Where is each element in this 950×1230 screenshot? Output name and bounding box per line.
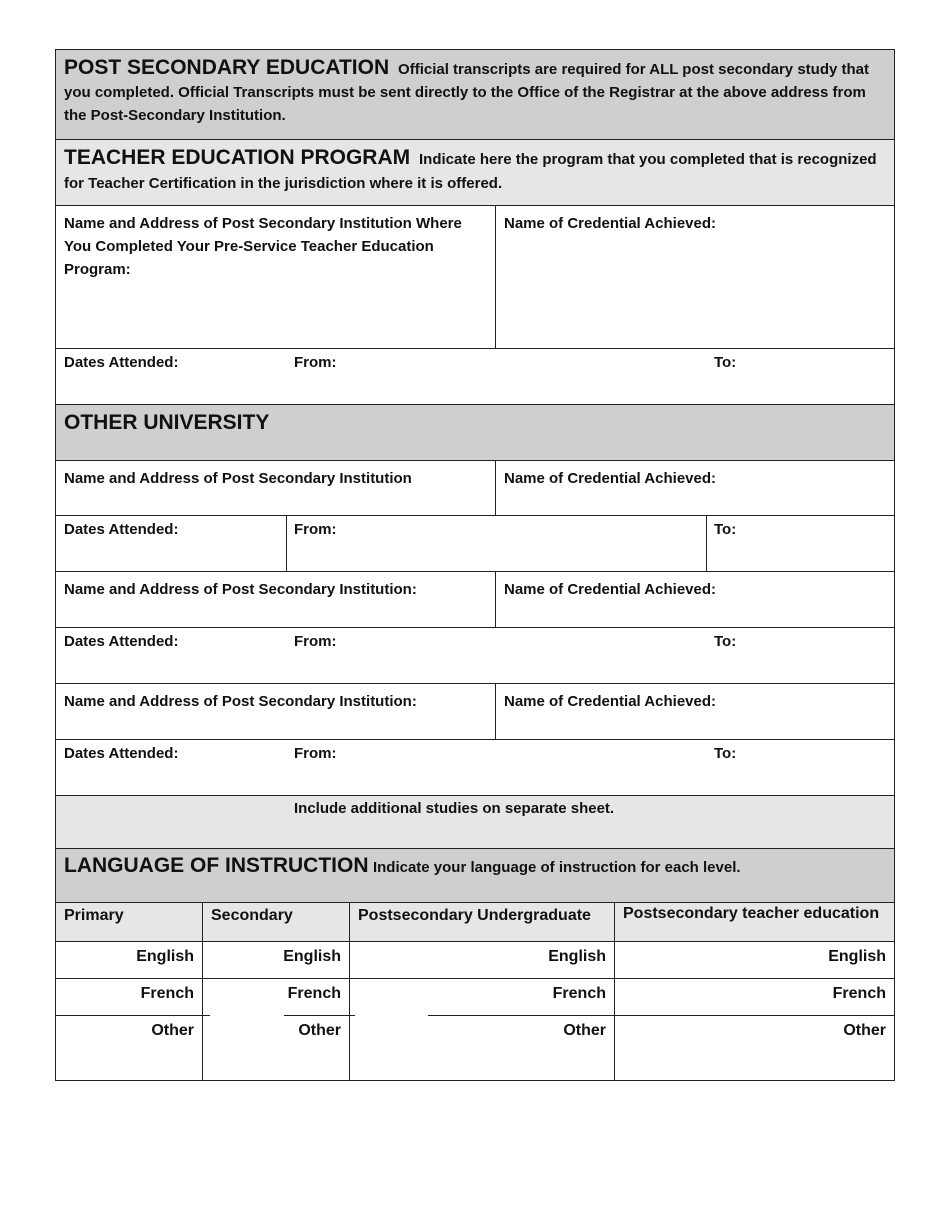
language-columns-row <box>56 903 894 942</box>
col-primary-label: Primary <box>64 907 124 924</box>
teacher-from-label: From: <box>294 354 337 371</box>
undergrad-english-option[interactable]: English <box>350 942 615 978</box>
teacher-institution-field[interactable] <box>56 206 496 348</box>
additional-studies-row <box>56 796 894 849</box>
other-2-credential-field[interactable] <box>496 572 894 627</box>
language-title: LANGUAGE OF INSTRUCTION <box>64 854 369 877</box>
secondary-other-option[interactable]: Other <box>203 1016 350 1080</box>
language-french-row <box>56 979 894 1016</box>
teacher-ed-english-option[interactable]: English <box>828 948 886 965</box>
other-1-to-label: To: <box>714 521 737 538</box>
primary-english-option[interactable]: English <box>56 942 203 978</box>
post-secondary-header <box>56 50 894 140</box>
col-primary-header <box>56 903 203 941</box>
other-1-credential-field[interactable] <box>496 461 894 515</box>
other-entry-2-institution-row <box>56 572 894 628</box>
other-3-credential-label: Name of Credential Achieved: <box>504 693 716 710</box>
other-1-from-field[interactable] <box>287 516 707 571</box>
teacher-ed-french-option[interactable]: French <box>832 985 886 1002</box>
other-entry-2-dates-row[interactable] <box>56 628 894 684</box>
post-secondary-note: Official transcripts are required for ALL post secondary study that you completed. Official Transcripts must be sent directly to the Office of the Registrar at the above address from the Post-Secondary Institution. <box>64 61 869 124</box>
additional-studies-note: Include additional studies on separate sheet. <box>294 800 615 817</box>
col-teacher-ed-label: Postsecondary teacher education <box>623 905 880 922</box>
other-2-institution-field[interactable] <box>56 572 496 627</box>
teacher-program-header <box>56 140 894 206</box>
education-form <box>55 49 895 1081</box>
col-secondary-label: Secondary <box>211 907 293 924</box>
teacher-institution-label: Name and Address of Post Secondary Institution Where You Completed Your Pre-Service Teacher Education Program: <box>64 215 462 278</box>
col-undergrad-header <box>350 903 615 941</box>
other-3-to-label: To: <box>714 745 737 762</box>
other-3-credential-field[interactable] <box>496 684 894 739</box>
language-english-row <box>56 942 894 979</box>
primary-french-option[interactable]: French <box>56 979 203 1015</box>
other-1-dates-cell <box>56 516 287 571</box>
teacher-program-note: Indicate here the program that you completed that is recognized for Teacher Certification in the jurisdiction where it is offered. <box>64 151 877 192</box>
other-3-from-label: From: <box>294 745 337 762</box>
post-secondary-title: POST SECONDARY EDUCATION <box>64 56 390 79</box>
teacher-ed-other-option[interactable]: Other <box>843 1022 886 1039</box>
language-note: Indicate your language of instruction for each level. <box>372 859 741 876</box>
other-2-institution-label: Name and Address of Post Secondary Institution: <box>64 581 417 598</box>
teacher-program-dates-row[interactable] <box>56 349 894 405</box>
other-1-dates-label: Dates Attended: <box>64 521 179 538</box>
other-1-institution-field[interactable] <box>56 461 496 515</box>
col-teacher-ed-header <box>615 903 894 941</box>
other-university-title: OTHER UNIVERSITY <box>64 411 270 434</box>
language-header <box>56 849 894 903</box>
other-entry-1-institution-row <box>56 461 894 516</box>
teacher-to-label: To: <box>714 354 737 371</box>
secondary-french-option[interactable]: French <box>203 979 350 1015</box>
other-2-credential-label: Name of Credential Achieved: <box>504 581 716 598</box>
other-3-institution-label: Name and Address of Post Secondary Institution: <box>64 693 417 710</box>
teacher-program-institution-row <box>56 206 894 349</box>
other-1-credential-label: Name of Credential Achieved: <box>504 470 716 487</box>
teacher-credential-label: Name of Credential Achieved: <box>504 215 716 232</box>
primary-other-option[interactable]: Other <box>56 1016 203 1080</box>
teacher-credential-field[interactable] <box>496 206 894 348</box>
other-3-dates-label: Dates Attended: <box>64 745 179 762</box>
other-1-institution-label: Name and Address of Post Secondary Institution <box>64 470 412 487</box>
other-entry-1-dates-row <box>56 516 894 572</box>
secondary-english-option[interactable]: English <box>203 942 350 978</box>
teacher-program-title: TEACHER EDUCATION PROGRAM <box>64 146 411 169</box>
other-2-to-label: To: <box>714 633 737 650</box>
other-3-institution-field[interactable] <box>56 684 496 739</box>
undergrad-other-option[interactable]: Other <box>350 1016 615 1080</box>
col-secondary-header <box>203 903 350 941</box>
language-other-row <box>56 1016 894 1080</box>
other-1-to-field[interactable] <box>707 516 894 571</box>
other-2-dates-label: Dates Attended: <box>64 633 179 650</box>
col-undergrad-label: Postsecondary Undergraduate <box>358 907 591 924</box>
other-1-from-label: From: <box>294 521 337 538</box>
teacher-dates-label: Dates Attended: <box>64 354 179 371</box>
other-university-header <box>56 405 894 461</box>
other-entry-3-dates-row[interactable] <box>56 740 894 796</box>
other-2-from-label: From: <box>294 633 337 650</box>
undergrad-french-option[interactable]: French <box>350 979 615 1015</box>
other-entry-3-institution-row <box>56 684 894 740</box>
